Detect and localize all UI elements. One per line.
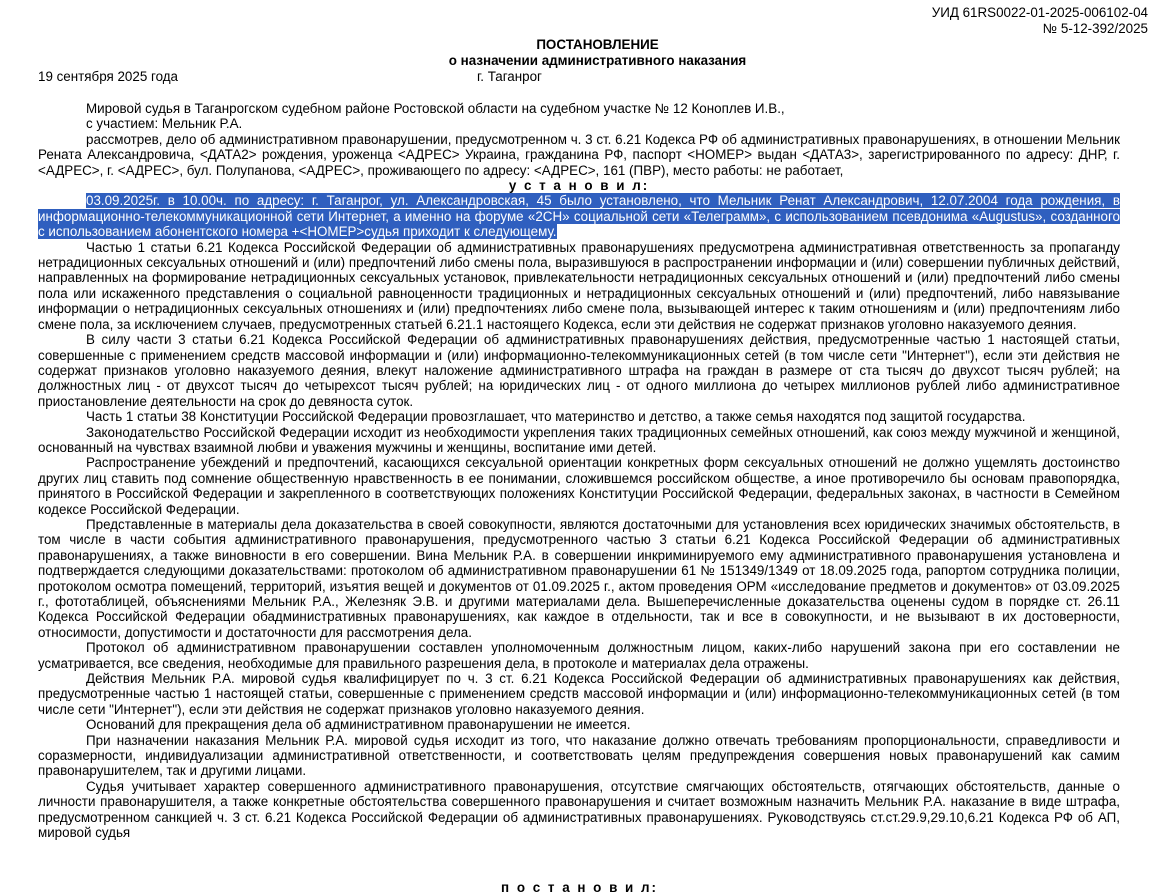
highlighted-paragraph[interactable] <box>38 193 1120 239</box>
intro-case-details: рассмотрев, дело об административном правонарушении, предусмотренном ч. 3 ст. 6.21 Кодекса РФ об административных правонарушениях, в отношении Мельник Рената Александровича, <ДАТА2> рождения, уроженца <АДРЕС> Украина, гражданина РФ, паспорт <НОМЕР> выдан <ДАТА3>, зарегистрированного по адресу: ДНР, г. <АДРЕС>, г. <АДРЕС>, бул. Полупанова, <АДРЕС>, проживающего по адресу: <АДРЕС>, 161 (ПВР), место работы: не работает, <box>38 131 1120 178</box>
paragraph: Судья учитывает характер совершенного административного правонарушения, отсутствие смягчающих обстоятельств, отягчающих обстоятельств, данные о личности правонарушителя, а также конкретные обстоятельства совершенного правонарушения и считает возможным назначить Мельник Р.А. наказание в виде штрафа, предусмотренном санкцией ч. 3 ст. 6.21 Кодекса Российской Федерации об административных правонарушениях. Руководствуясь ст.ст.29.9,29.10,6.21 Кодекса РФ об АП, мировой судья <box>38 778 1120 841</box>
case-number: № 5-12-392/2025 <box>1042 21 1148 36</box>
uid-line: УИД 61RS0022-01-2025-006102-04 <box>931 5 1148 20</box>
selected-text[interactable]: 03.09.2025г. в 10.00ч. по адресу: г. Таганрог, ул. Александровская, 45 было установлено, что Мельник Ренат Александрович, 12.07.2004 года рождения, в информационно-телекоммуникационной сети Интернет, а именно на форуме «2CH» социальной сети «Телеграмм», с использованием псевдонима «Augustus», созданного с использованием абонентского номера +<НОМЕР>судья приходит к следующему. <box>38 193 1120 240</box>
paragraph: Представленные в материалы дела доказательства в своей совокупности, являются достаточными для установления всех юридических значимых обстоятельств, в том числе в части события административного правонарушения, предусмотренного частью 3 статьи 6.21 Кодекса Российской Федерации об административных правонарушениях, а также виновности в его совершении. Вина Мельник Р.А. в совершении инкриминируемого ему административного правонарушения установлена и подтверждается следующими доказательствами: протоколом об административном правонарушении 61 № 151349/1349 от 18.09.2025 года, рапортом сотрудника полиции, протоколом осмотра помещений, территорий, изъятия вещей и документов от 01.09.2025 г., актом проведения ОРМ «исследование предметов и документов» от 03.09.2025 г., фототаблицей, объяснениями Мельник Р.А., Железняк Э.В. и другими материалами дела. Вышеперечисленные доказательства оценены судом в порядке ст. 26.11 Кодекса Российской Федерации обадминистративных правонарушениях, как каждое в отдельности, так и все в совокупности, и не вызывают в их достоверности, относимости, допустимости и достаточности для рассмотрения дела. <box>38 516 1120 640</box>
paragraph: Распространение убеждений и предпочтений, касающихся сексуальной ориентации конкретных форм сексуальных отношений не должно ущемлять достоинство других лиц ставить под сомнение общественную нравственность в ее понимании, сложившемся российском обществе, а иное противоречило бы основам правопорядка, принятого в Российской Федерации и закрепленного в соответствующих положениях Конституции Российской Федерации, федеральных законах, в частности в Семейном кодексе Российской Федерации. <box>38 455 1120 517</box>
paragraph: Законодательство Российской Федерации исходит из необходимости укрепления таких традиционных семейных отношений, как союз между мужчиной и женщиной, основанный на чувствах взаимной любви и уважения мужчины и женщины, воспитание ими детей. <box>38 424 1120 455</box>
paragraph: В силу части 3 статьи 6.21 Кодекса Российской Федерации об административных правонарушениях действия, предусмотренные частью 1 настоящей статьи, совершенные с применением средств массовой информации и (или) информационно-телекоммуникационных сетей (в том числе сети "Интернет"), если эти действия не содержат признаков уголовно наказуемого деяния, влекут наложение административного штрафа на граждан в размере от ста тысяч до двухсот тысяч рублей; на должностных лиц - от двухсот тысяч до четырехсот тысяч рублей; на юридических лиц - от одного миллиона до четырех миллионов рублей либо административное приостановление деятельности на срок до девяноста суток. <box>38 332 1120 409</box>
intro-participant: с участием: Мельник Р.А. <box>86 116 243 132</box>
document-title: ПОСТАНОВЛЕНИЕ <box>536 37 659 52</box>
paragraph: Действия Мельник Р.А. мировой судья квалифицирует по ч. 3 ст. 6.21 Кодекса Российской Федерации об административных правонарушениях как действия, предусмотренные частью 1 настоящей статьи, совершенные с применением средств массовой информации и (или) информационно-телекоммуникационных сетей (в том числе сети "Интернет"), если эти действия не содержат признаков уголовно наказуемого деяния. <box>38 671 1120 717</box>
intro-judge: Мировой судья в Таганрогском судебном районе Ростовской области на судебном участке № 12 Коноплев И.В., <box>86 101 785 116</box>
resolved-heading: п о с т а н о в и л: <box>501 880 658 895</box>
document-subtitle: о назначении административного наказания <box>448 53 747 68</box>
document-date: 19 сентября 2025 года <box>38 69 178 84</box>
paragraph: Протокол об административном правонарушении составлен уполномоченным должностным лицом, каких-либо нарушений закона при его составлении не усматривается, все сведения, необходимые для правильного разрешения дела, в протоколе и материалах дела отражены. <box>38 640 1120 671</box>
paragraph: Частью 1 статьи 6.21 Кодекса Российской Федерации об административных правонарушениях предусмотрена административная ответственность за пропаганду нетрадиционных сексуальных отношений и (или) предпочтений либо смены пола, выразившуюся в распространении информации и (или) совершении публичных действий, направленных на формирование нетрадиционных сексуальных установок, привлекательности нетрадиционных сексуальных отношений и (или) предпочтений либо смены пола или искаженного представления о социальной равноценности традиционных и нетрадиционных сексуальных отношений и (или) предпочтений, либо навязывание информации о нетрадиционных сексуальных отношениях и (или) предпочтениях либо смене пола, вызывающей интерес к таким отношениям и (или) предпочтениям либо смене пола, за исключением случаев, предусмотренных статьей 6.21.1 настоящего Кодекса, если эти действия не содержат признаков уголовно наказуемого деяния. <box>38 239 1120 332</box>
document-identifiers <box>932 5 1148 37</box>
paragraph: При назначении наказания Мельник Р.А. мировой судья исходит из того, что наказание должно отвечать требованиям пропорциональности, справедливости и соразмерности, индивидуализации административной ответственности, и соответствовать целям предупреждения совершения новых правонарушений как самим правонарушителем, так и другими лицами. <box>38 732 1120 779</box>
paragraph: Оснований для прекращения дела об административном правонарушении не имеется. <box>86 717 631 733</box>
paragraph: Часть 1 статьи 38 Конституции Российской Федерации провозглашает, что материнство и детство, а также семья находятся под защитой государства. <box>86 409 1026 425</box>
document-city: г. Таганрог <box>477 69 542 84</box>
document-body <box>38 101 1120 841</box>
established-heading: у с т а н о в и л: <box>508 178 650 194</box>
